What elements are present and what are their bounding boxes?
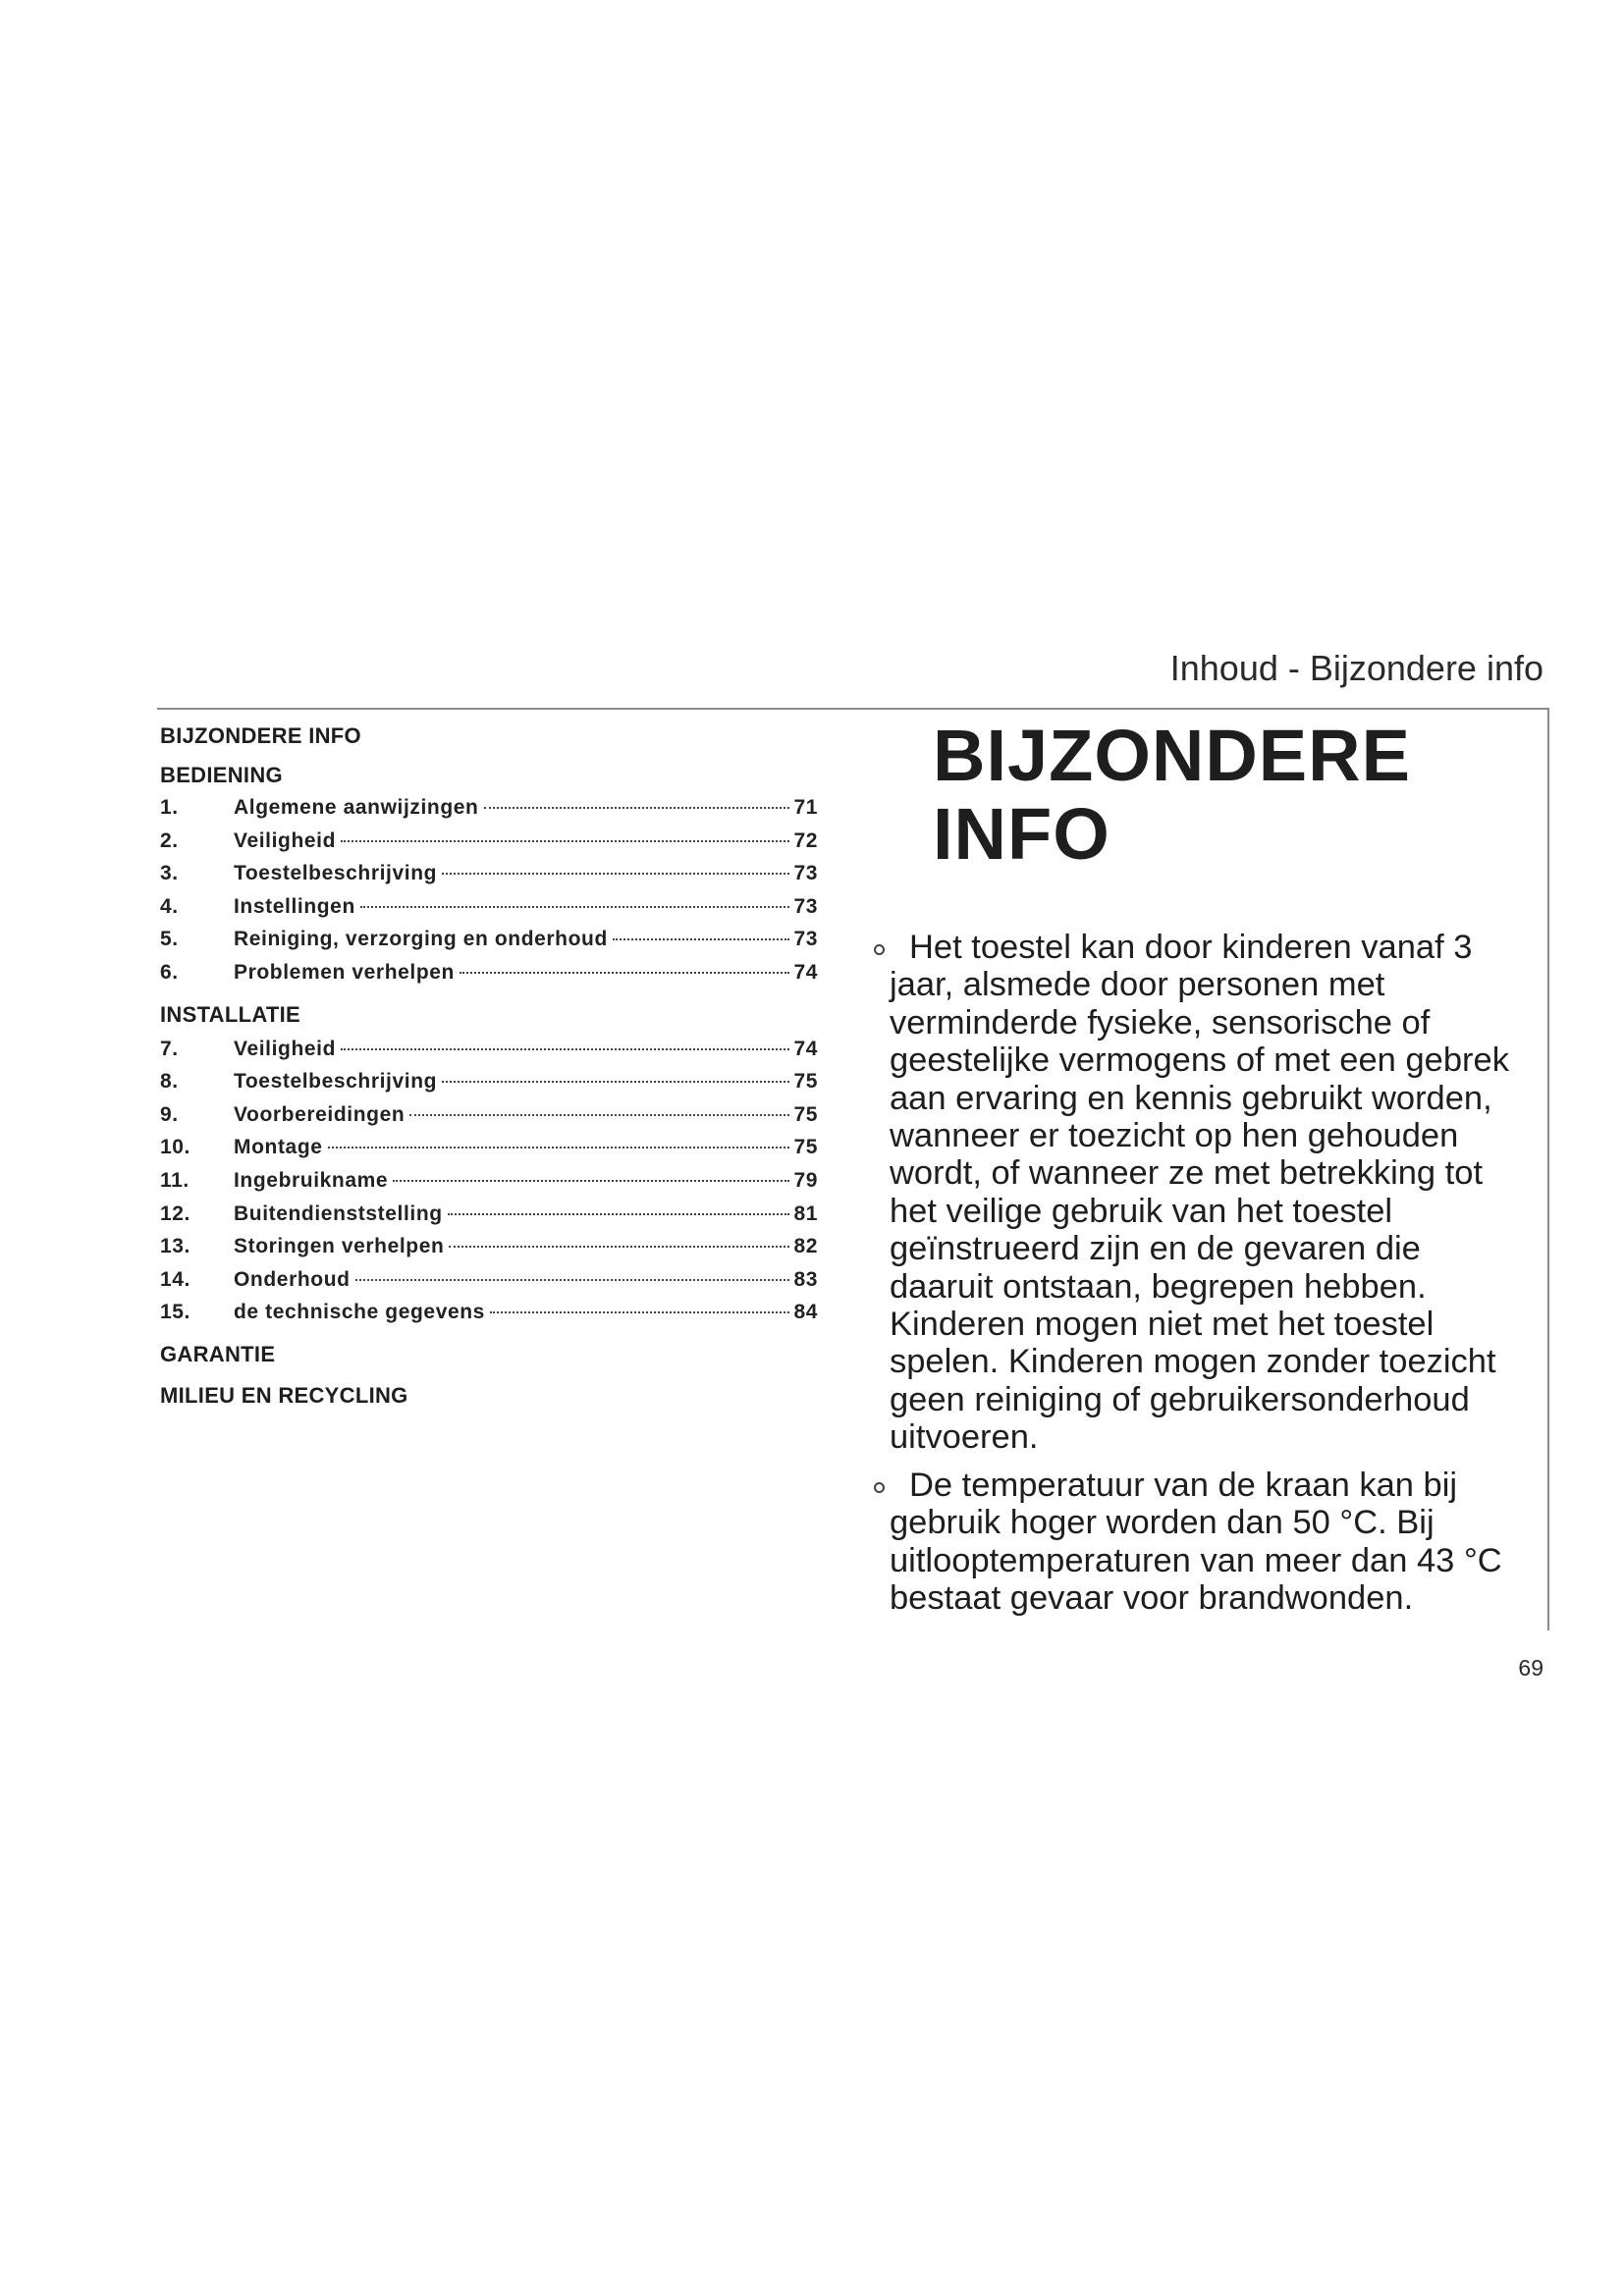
toc-entry[interactable] xyxy=(160,829,818,863)
toc-entry[interactable] xyxy=(160,1103,818,1137)
toc-dot-leader xyxy=(449,1246,789,1248)
toc-dot-leader xyxy=(484,807,790,809)
toc-entry-title: Ingebruikname xyxy=(234,1168,389,1192)
toc-entry-number: 9. xyxy=(160,1102,179,1126)
toc-operation-list xyxy=(160,796,818,994)
page-header-title: Inhoud - Bijzondere info xyxy=(1169,648,1543,688)
toc-entry-number: 11. xyxy=(160,1168,189,1192)
toc-dot-leader xyxy=(613,938,789,940)
toc-entry[interactable] xyxy=(160,1070,818,1103)
toc-entry-page: 73 xyxy=(793,928,818,951)
toc-entry-page: 74 xyxy=(793,1037,818,1060)
safety-paragraph xyxy=(874,929,1532,1457)
toc-entry-title: Onderhoud xyxy=(234,1267,351,1291)
toc-entry-title: de technische gegevens xyxy=(234,1301,485,1324)
toc-entry-title: Storingen verhelpen xyxy=(234,1235,445,1258)
toc-entry[interactable] xyxy=(160,1169,818,1202)
safety-notes xyxy=(874,929,1532,1627)
toc-entry-title: Toestelbeschrijving xyxy=(234,1070,438,1094)
toc-entry[interactable] xyxy=(160,961,818,994)
toc-entry-page: 73 xyxy=(793,862,818,885)
toc-entry-page: 84 xyxy=(793,1301,818,1324)
toc-entry[interactable] xyxy=(160,1038,818,1071)
toc-entry-number: 5. xyxy=(160,928,179,951)
toc-entry-number: 15. xyxy=(160,1301,190,1324)
toc-entry-page: 74 xyxy=(793,960,818,984)
toc-dot-leader xyxy=(341,840,789,842)
toc-dot-leader xyxy=(355,1279,789,1281)
toc-entry-number: 4. xyxy=(160,894,179,918)
toc-dot-leader xyxy=(409,1114,789,1116)
toc-entry-page: 83 xyxy=(793,1267,818,1291)
toc-entry-number: 12. xyxy=(160,1201,190,1225)
toc-entry[interactable] xyxy=(160,1268,818,1302)
toc-entry-title: Veiligheid xyxy=(234,828,337,852)
toc-dot-leader xyxy=(328,1147,789,1148)
toc-entry-title: Buitendienststelling xyxy=(234,1201,443,1225)
toc-entry[interactable] xyxy=(160,895,818,929)
toc-entry[interactable] xyxy=(160,1136,818,1169)
toc-entry-page: 75 xyxy=(793,1136,818,1159)
toc-entry[interactable] xyxy=(160,928,818,961)
toc-dot-leader xyxy=(442,873,789,875)
toc-dot-leader xyxy=(360,906,789,908)
toc-entry-number: 10. xyxy=(160,1136,190,1159)
toc-entry-title: Voorbereidingen xyxy=(234,1102,406,1126)
toc-entry-number: 1. xyxy=(160,796,179,819)
bullet-icon xyxy=(874,944,885,955)
toc-entry-number: 6. xyxy=(160,960,179,984)
toc-heading-warranty[interactable]: GARANTIE xyxy=(160,1341,276,1366)
toc-heading-special-info[interactable]: BIJZONDERE INFO xyxy=(160,723,361,748)
toc-heading-environment[interactable]: MILIEU EN RECYCLING xyxy=(160,1382,408,1408)
toc-entry-number: 3. xyxy=(160,862,179,885)
toc-entry-page: 82 xyxy=(793,1235,818,1258)
section-title xyxy=(933,717,1522,874)
toc-entry[interactable] xyxy=(160,1202,818,1236)
toc-dot-leader xyxy=(448,1213,789,1215)
toc-dot-leader xyxy=(490,1311,789,1313)
toc-entry-page: 72 xyxy=(793,828,818,852)
toc-entry-page: 75 xyxy=(793,1070,818,1094)
toc-entry-number: 2. xyxy=(160,828,179,852)
toc-dot-leader xyxy=(442,1081,789,1083)
toc-entry-page: 81 xyxy=(793,1201,818,1225)
toc-heading-operation[interactable]: BEDIENING xyxy=(160,763,283,787)
toc-entry-page: 79 xyxy=(793,1168,818,1192)
toc-entry-number: 8. xyxy=(160,1070,179,1094)
toc-dot-leader xyxy=(341,1048,789,1050)
toc-entry-page: 75 xyxy=(793,1102,818,1126)
toc-dot-leader xyxy=(460,972,789,974)
toc-entry-title: Montage xyxy=(234,1136,323,1159)
toc-entry-number: 14. xyxy=(160,1267,190,1291)
toc-entry-title: Problemen verhelpen xyxy=(234,960,455,984)
toc-entry-number: 13. xyxy=(160,1235,190,1258)
toc-entry-number: 7. xyxy=(160,1037,179,1060)
bullet-icon xyxy=(874,1482,885,1493)
table-of-contents xyxy=(160,723,818,1409)
toc-entry-page: 73 xyxy=(793,894,818,918)
toc-entry-title: Toestelbeschrijving xyxy=(234,862,438,885)
toc-entry-title: Algemene aanwijzingen xyxy=(234,796,479,819)
safety-paragraph-text: De temperatuur van de kraan kan bij gebruik hoger worden dan 50 °C. Bij uitlooptemperaturen van meer dan 43 °C bestaat gevaar voor brandwonden. xyxy=(890,1466,1502,1617)
toc-entry-page: 71 xyxy=(793,796,818,819)
section-title-line-1: BIJZONDERE xyxy=(933,715,1411,796)
toc-entry[interactable] xyxy=(160,862,818,895)
right-margin-rule xyxy=(1547,708,1549,1630)
toc-entry-title: Veiligheid xyxy=(234,1037,337,1060)
section-title-line-2: INFO xyxy=(933,793,1110,875)
toc-entry-title: Reiniging, verzorging en onderhoud xyxy=(234,928,608,951)
toc-entry[interactable] xyxy=(160,1235,818,1268)
header-divider xyxy=(157,708,1549,710)
toc-entry[interactable] xyxy=(160,1301,818,1334)
safety-paragraph xyxy=(874,1467,1532,1618)
toc-entry[interactable] xyxy=(160,796,818,829)
toc-heading-installation[interactable]: INSTALLATIE xyxy=(160,1001,301,1027)
toc-entry-title: Instellingen xyxy=(234,894,355,918)
toc-installation-list xyxy=(160,1038,818,1334)
safety-paragraph-text: Het toestel kan door kinderen vanaf 3 jaar, alsmede door personen met verminderde fysieke, sensorische of geestelijke vermogens of met een gebrek aan ervaring en kennis gebruikt worden, wanneer er toezicht op hen gehouden wordt, of wanneer ze met betrekking tot het veilige gebruik van het toestel geïnstrueerd zijn en de gevaren die daaruit ontstaan, begrepen hebben. Kinderen mogen niet met het toestel spelen. Kinderen mogen zonder toezicht geen reiniging of gebruikersonderhoud uitvoeren. xyxy=(890,929,1509,1457)
page-number: 69 xyxy=(1518,1655,1543,1681)
toc-dot-leader xyxy=(393,1180,789,1182)
